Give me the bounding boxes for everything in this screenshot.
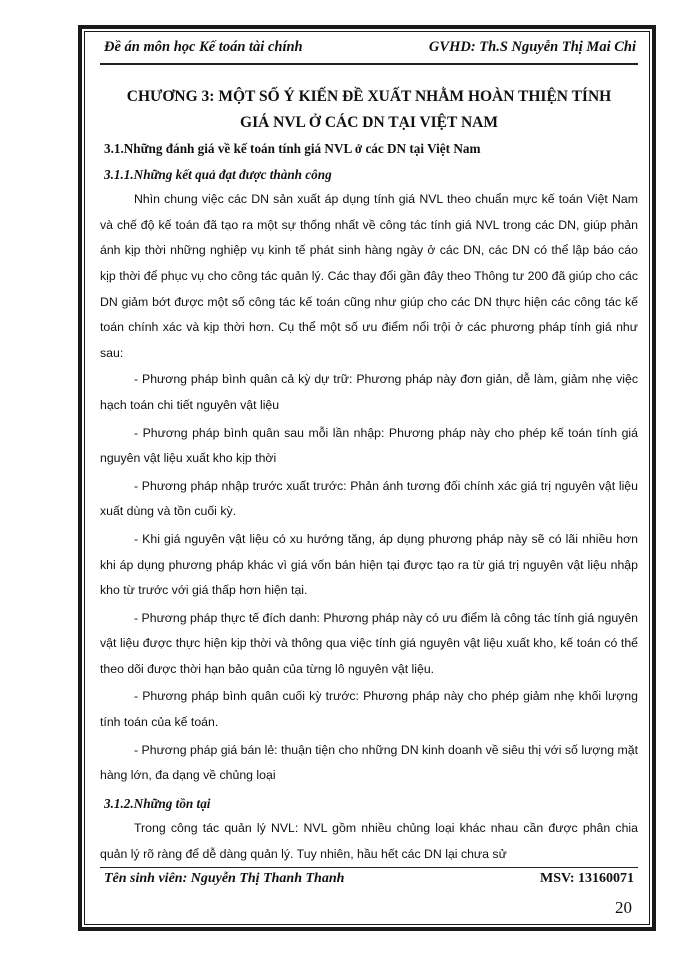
- bullet-item: - Phương pháp bình quân cuối kỳ trước: Phương pháp này cho phép giảm nhẹ khối lượng tính toán của kế toán.: [100, 689, 638, 730]
- chapter-title: [100, 84, 638, 136]
- bullet-item: - Phương pháp thực tế đích danh: Phương pháp này có ưu điểm là công tác tính giá nguyên vật liệu được thực hiện kịp thời và thông qua việc tính giá nguyên vật liệu xuất kho, kế toán có thể theo dõi được thời hạn bảo quản của từng lô nguyên vật liệu.: [100, 610, 638, 676]
- bullet-item: - Phương pháp bình quân sau mỗi lần nhập: Phương pháp này cho phép kế toán tính giá nguyên vật liệu xuất kho kịp thời: [100, 425, 638, 466]
- page-header: [104, 39, 636, 61]
- paragraph-results: Nhìn chung việc các DN sản xuất áp dụng tính giá NVL theo chuẩn mực kế toán Việt Nam và chế độ kế toán đã tạo ra một sự thống nhất về công tác tính giá NVL trong các DN, giúp phản ánh kịp thời những nghiệp vụ kinh tế phát sinh hàng ngày ở các DN, các DN có thể lập báo cáo kịp thời để phục vụ cho công tác quản lý. Các thay đổi gần đây theo Thông tư 200 đã giúp cho các DN giảm bớt được một số công tác kế toán cũng như giúp cho các DN thực hiện các công tác kế toán chính xác và kịp thời hơn. Cụ thể một số ưu điểm nổi trội ở các phương pháp tính giá như sau:: [100, 192, 638, 360]
- page-number: 20: [615, 898, 632, 917]
- page-footer: [104, 871, 634, 893]
- chapter-title-line-2: GIÁ NVL Ở CÁC DN TẠI VIỆT NAM: [240, 114, 498, 131]
- body-content: [100, 136, 638, 869]
- paragraph-limitations: Trong công tác quản lý NVL: NVL gồm nhiều chủng loại khác nhau cần được phân chia quản lý rõ ràng để dễ dàng quản lý. Tuy nhiên, hầu hết các DN lại chưa sử: [100, 821, 638, 862]
- section-heading-3-1-2: 3.1.2.Những tồn tại: [104, 795, 211, 811]
- header-course-title: Đề án môn học Kế toán tài chính: [104, 39, 303, 55]
- bullet-item: - Phương pháp nhập trước xuất trước: Phản ánh tương đối chính xác giá trị nguyên vật liệu xuất dùng và tồn cuối kỳ.: [100, 478, 638, 519]
- footer-student-id: MSV: 13160071: [540, 871, 634, 886]
- header-instructor: GVHD: Th.S Nguyễn Thị Mai Chi: [428, 39, 636, 55]
- bullet-item: - Khi giá nguyên vật liệu có xu hướng tăng, áp dụng phương pháp này sẽ có lãi nhiều hơn khi áp dụng phương pháp khác vì giá vốn bán hiện tại được tạo ra từ giá trị nguyên vật liệu nhập kho từ trước với giá thấp hơn hiện tại.: [100, 531, 638, 598]
- bullet-item: - Phương pháp giá bán lẻ: thuận tiện cho những DN kinh doanh về siêu thị với số lượng mặt hàng lớn, đa dạng về chủng loại: [100, 742, 638, 783]
- section-heading-3-1: 3.1.Những đánh giá về kế toán tính giá NVL ở các DN tại Việt Nam: [104, 141, 481, 156]
- footer-divider: [100, 867, 638, 868]
- footer-student-name: Tên sinh viên: Nguyễn Thị Thanh Thanh: [104, 871, 345, 886]
- section-heading-3-1-1: 3.1.1.Những kết quả đạt được thành công: [104, 166, 332, 182]
- header-divider: [100, 63, 638, 65]
- chapter-title-line-1: CHƯƠNG 3: MỘT SỐ Ý KIẾN ĐỀ XUẤT NHẰM HOÀN THIỆN TÍNH: [126, 88, 612, 105]
- bullet-item: - Phương pháp bình quân cả kỳ dự trữ: Phương pháp này đơn giản, dễ làm, giảm nhẹ việc hạch toán chi tiết nguyên vật liệu: [100, 372, 638, 412]
